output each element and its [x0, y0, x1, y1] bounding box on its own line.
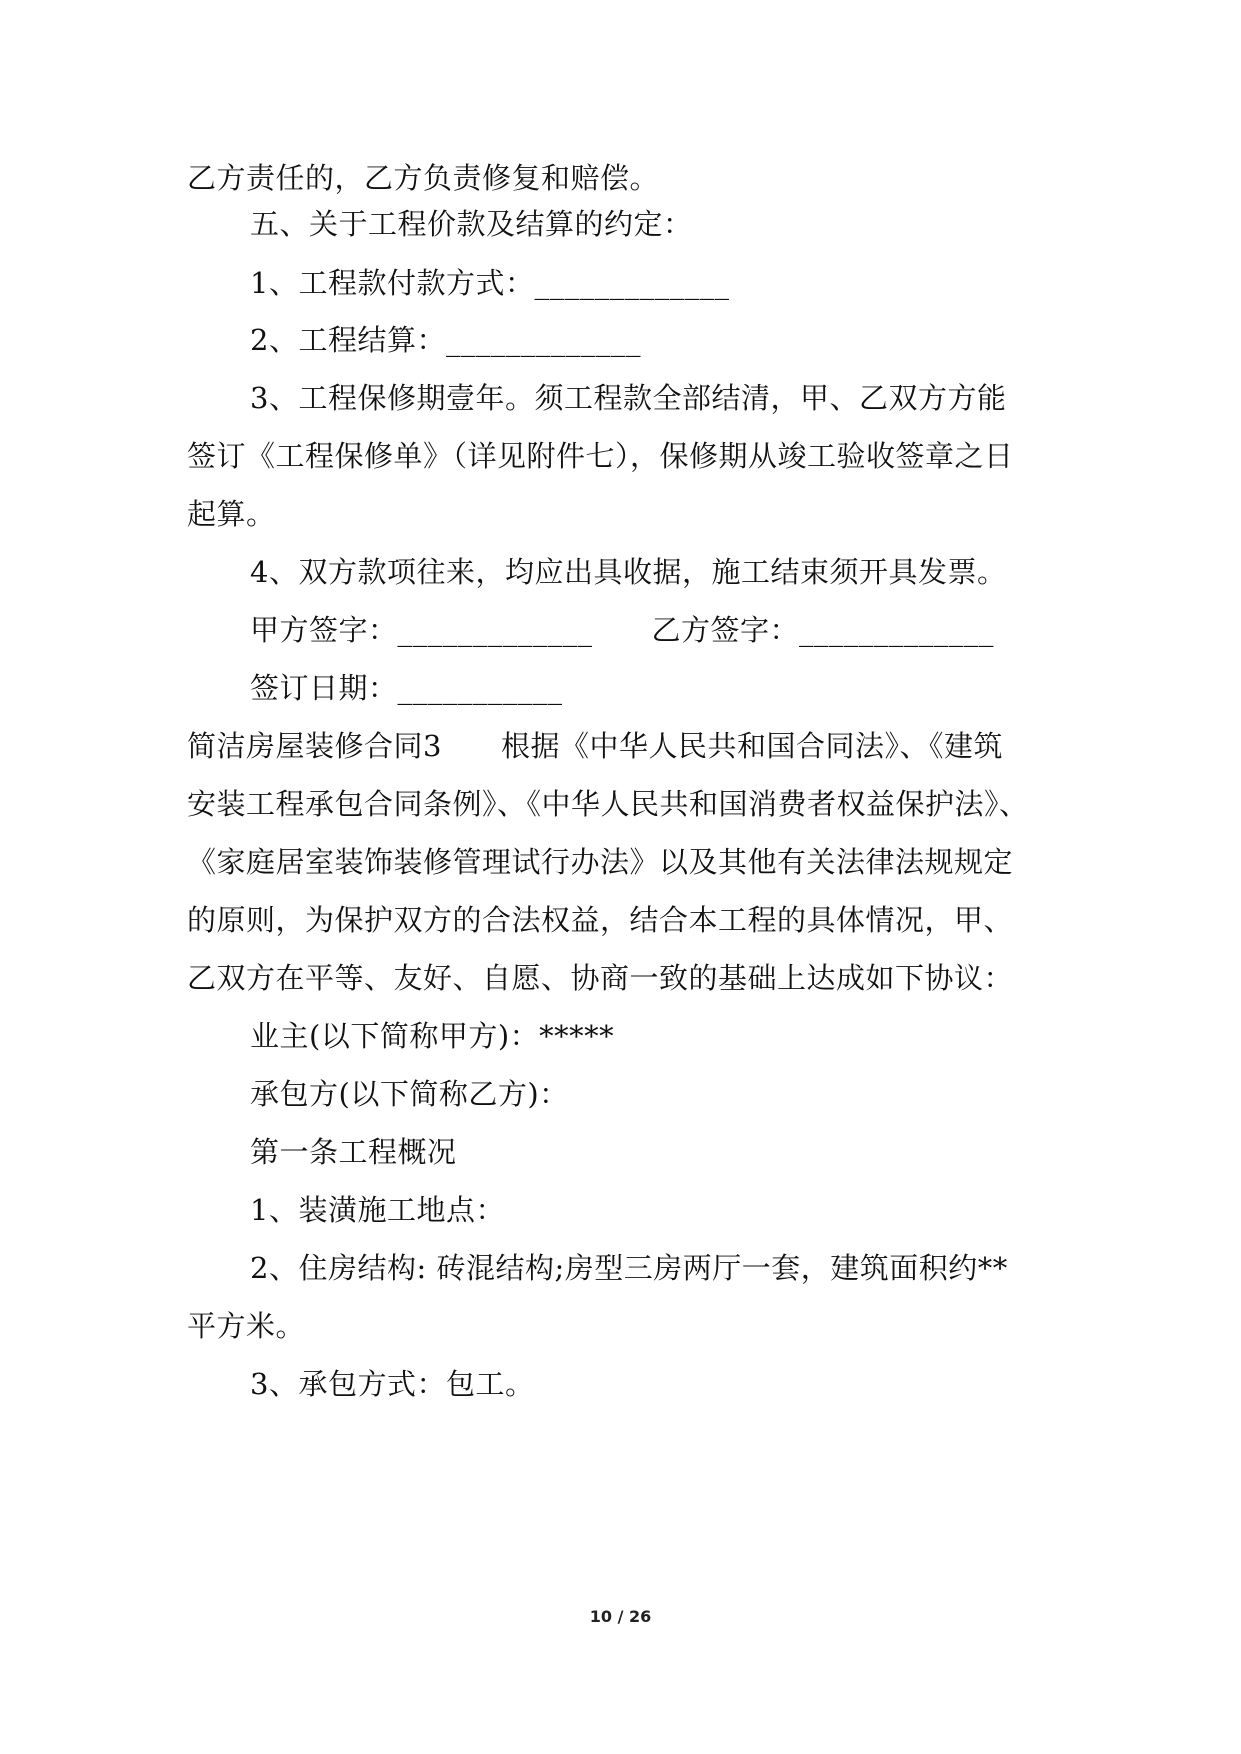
text-line: 《家庭居室装饰装修管理试行办法》以及其他有关法律法规规定: [187, 845, 1014, 879]
date-line: 签订日期：___________: [250, 671, 563, 705]
text-line: 平方米。: [187, 1309, 306, 1343]
text-line: 乙方责任的，乙方负责修复和赔偿。: [187, 161, 660, 195]
text-line: 2、住房结构: 砖混结构;房型三房两厅一套，建筑面积约**: [250, 1251, 1008, 1285]
signature-line: 甲方签字：_____________ 乙方签字：_____________: [250, 613, 995, 647]
text-line: 的原则，为保护双方的合法权益，结合本工程的具体情况，甲、: [187, 903, 1014, 937]
section-heading: 五、关于工程价款及结算的约定：: [250, 207, 693, 241]
text-line: 签订《工程保修单》（详见附件七），保修期从竣工验收签章之日: [187, 439, 1014, 473]
text-line: 业主(以下简称甲方)：*****: [250, 1019, 615, 1053]
text-line: 2、工程结算：_____________: [250, 323, 641, 357]
text-line: 3、工程保修期壹年。须工程款全部结清，甲、乙双方方能: [250, 381, 1007, 415]
text-line: 4、双方款项往来，均应出具收据，施工结束须开具发票。: [250, 555, 1007, 589]
contract-title-line: 简洁房屋装修合同3 根据《中华人民共和国合同法》、《建筑: [187, 729, 1003, 763]
text-line: 1、工程款付款方式：_____________: [250, 266, 730, 300]
page-number: 10 / 26: [589, 1607, 652, 1626]
text-line: 安装工程承包合同条例》、《中华人民共和国消费者权益保护法》、: [187, 787, 1029, 821]
text-line: 3、承包方式：包工。: [250, 1367, 535, 1401]
text-line: 乙双方在平等、友好、自愿、协商一致的基础上达成如下协议：: [187, 961, 1014, 995]
text-line: 起算。: [187, 497, 276, 531]
section-heading: 第一条工程概况: [250, 1135, 457, 1169]
text-line: 承包方(以下简称乙方)：: [250, 1077, 569, 1111]
text-line: 1、装潢施工地点：: [250, 1193, 505, 1227]
